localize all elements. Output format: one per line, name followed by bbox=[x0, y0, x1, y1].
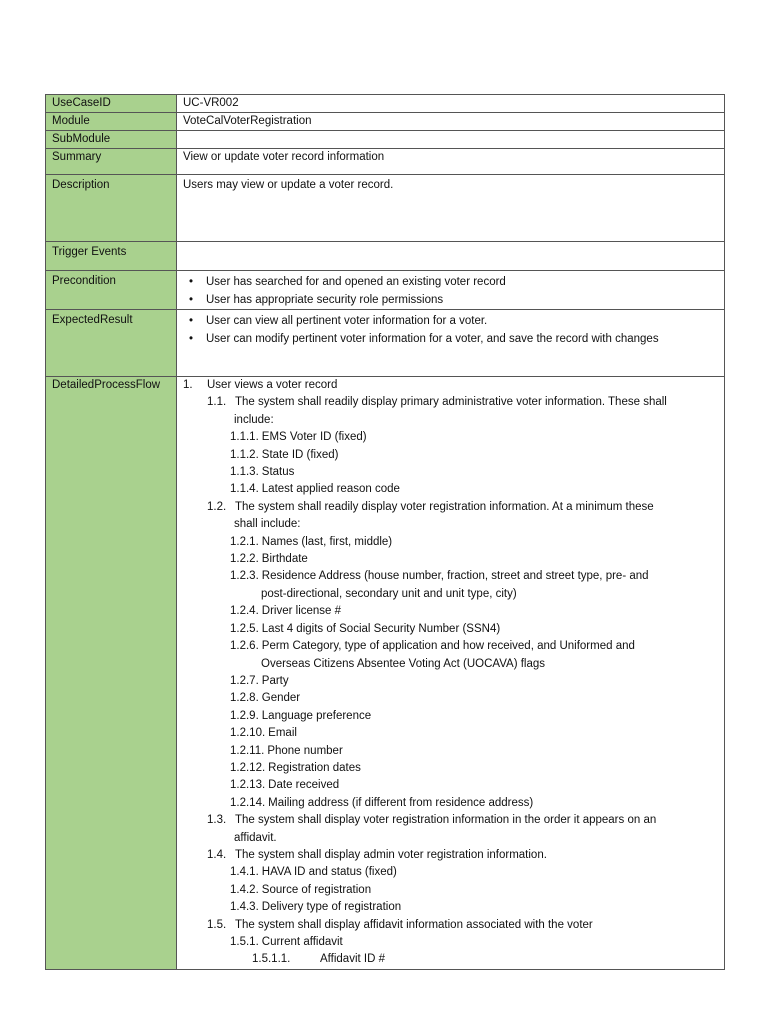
expected-result-item: • User can view all pertinent voter information for a voter. bbox=[183, 312, 718, 330]
flow-step: 1.4.2. Source of registration bbox=[230, 883, 372, 896]
expected-result-value bbox=[177, 310, 725, 377]
use-case-table bbox=[45, 94, 725, 970]
flow-step: 1.2.14. Mailing address (if different from residence address) bbox=[230, 796, 534, 809]
flow-step-continuation: Overseas Citizens Absentee Voting Act (UOCAVA) flags bbox=[261, 657, 546, 670]
detailed-process-flow-value bbox=[177, 377, 725, 970]
description-label: Description bbox=[46, 175, 177, 242]
flow-step-continuation: include: bbox=[234, 413, 274, 426]
precondition-list bbox=[183, 273, 718, 309]
row-detailed-process-flow bbox=[46, 377, 725, 970]
precondition-label: Precondition bbox=[46, 271, 177, 310]
flow-step: 1.2.12. Registration dates bbox=[230, 761, 361, 774]
flow-step: 1.1.1. EMS Voter ID (fixed) bbox=[230, 431, 367, 444]
expected-result-list bbox=[183, 312, 718, 348]
flow-step: 1.2.11. Phone number bbox=[230, 744, 343, 757]
flow-step: 1.1.3. Status bbox=[230, 466, 295, 479]
flow-step: 1.1.4. Latest applied reason code bbox=[230, 483, 400, 496]
row-usecase-id bbox=[46, 95, 725, 113]
row-description bbox=[46, 175, 725, 242]
precondition-item: • User has searched for and opened an existing voter record bbox=[183, 273, 718, 291]
flow-step: 1.5.1. Current affidavit bbox=[230, 936, 343, 948]
row-trigger-events bbox=[46, 242, 725, 271]
submodule-label: SubModule bbox=[46, 131, 177, 149]
flow-step: 1.2.8. Gender bbox=[230, 692, 301, 705]
flow-step: 1.2.13. Date received bbox=[230, 779, 340, 792]
flow-step: 1.2.9. Language preference bbox=[230, 709, 372, 722]
row-submodule bbox=[46, 131, 725, 149]
usecase-id-label: UseCaseID bbox=[46, 95, 177, 113]
flow-step: 1.2.6. Perm Category, type of application and how received, and Uniformed and bbox=[230, 640, 635, 653]
row-module bbox=[46, 113, 725, 131]
row-precondition bbox=[46, 271, 725, 310]
flow-step: 1.2.3. Residence Address (house number, fraction, street and street type, pre- and bbox=[230, 570, 649, 583]
description-value: Users may view or update a voter record. bbox=[177, 175, 725, 242]
expected-result-item: • User can modify pertinent voter information for a voter, and save the record with changes bbox=[183, 330, 718, 348]
flow-step-continuation: affidavit. bbox=[234, 831, 277, 844]
flow-step: 1.4.3. Delivery type of registration bbox=[230, 901, 402, 914]
trigger-events-label: Trigger Events bbox=[46, 242, 177, 271]
flow-step: 1.3. The system shall display voter registration information in the order it appears on an bbox=[207, 814, 657, 827]
flow-step: 1.2.7. Party bbox=[230, 674, 289, 687]
flow-step: 1.2. The system shall readily display voter registration information. At a minimum these bbox=[207, 500, 654, 513]
precondition-item: • User has appropriate security role permissions bbox=[183, 291, 718, 309]
flow-step: 1.1. The system shall readily display primary administrative voter information. These shall bbox=[207, 396, 667, 409]
flow-step: 1.2.2. Birthdate bbox=[230, 553, 308, 566]
module-value: VoteCalVoterRegistration bbox=[177, 113, 725, 131]
flow-step: 1.2.5. Last 4 digits of Social Security Number (SSN4) bbox=[230, 622, 501, 635]
flow-step: 1.2.4. Driver license # bbox=[230, 605, 342, 618]
detailed-process-flow-label: DetailedProcessFlow bbox=[46, 377, 177, 970]
precondition-value bbox=[177, 271, 725, 310]
flow-step: 1.5.1.1. Affidavit ID # bbox=[252, 953, 385, 966]
row-expected-result bbox=[46, 310, 725, 377]
summary-value: View or update voter record information bbox=[177, 149, 725, 175]
usecase-id-value: UC-VR002 bbox=[177, 95, 725, 113]
flow-step-continuation: shall include: bbox=[234, 518, 301, 531]
summary-label: Summary bbox=[46, 149, 177, 175]
flow-step: 1.2.10. Email bbox=[230, 727, 297, 740]
flow-step: 1.5. The system shall display affidavit information associated with the voter bbox=[207, 918, 593, 931]
expected-result-label: ExpectedResult bbox=[46, 310, 177, 377]
flow-step: 1.4. The system shall display admin voter registration information. bbox=[207, 848, 547, 861]
module-label: Module bbox=[46, 113, 177, 131]
trigger-events-value bbox=[177, 242, 725, 271]
flow-step: 1. User views a voter record bbox=[183, 379, 338, 391]
flow-step-continuation: post-directional, secondary unit and unit type, city) bbox=[261, 587, 517, 600]
flow-step: 1.1.2. State ID (fixed) bbox=[230, 448, 339, 461]
flow-step: 1.2.1. Names (last, first, middle) bbox=[230, 535, 393, 548]
submodule-value bbox=[177, 131, 725, 149]
flow-step: 1.4.1. HAVA ID and status (fixed) bbox=[230, 866, 397, 879]
row-summary bbox=[46, 149, 725, 175]
